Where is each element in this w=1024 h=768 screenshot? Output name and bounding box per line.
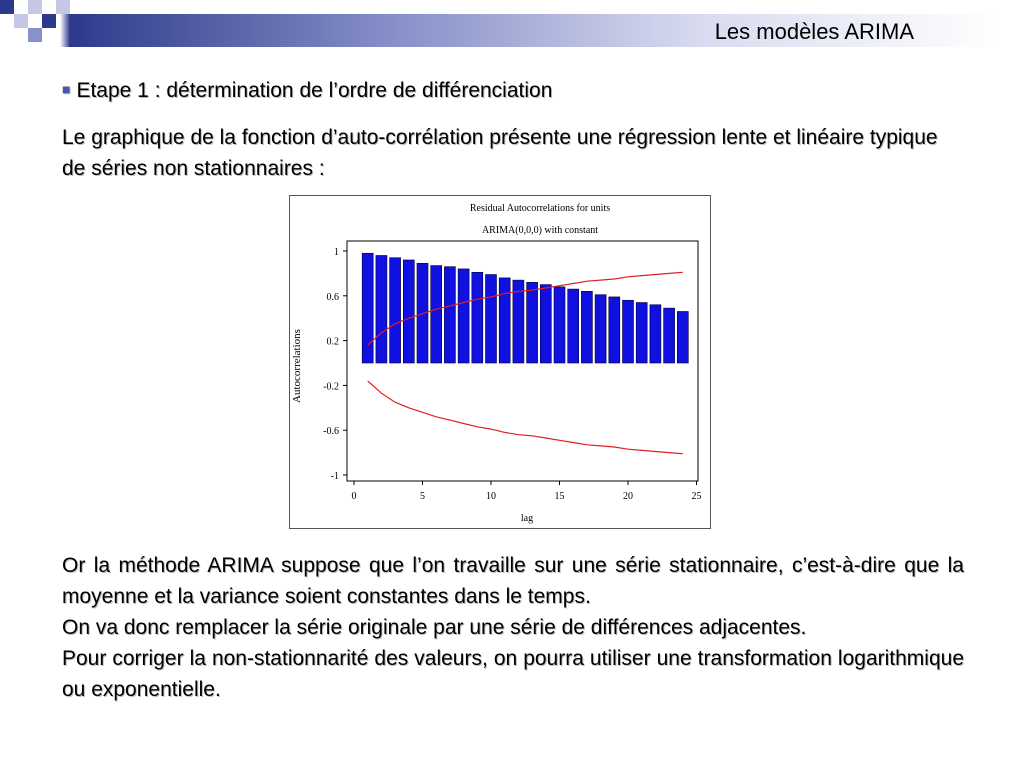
- x-tick-label: 10: [486, 491, 496, 502]
- square-bullet-icon: ■: [62, 81, 71, 97]
- acf-bar: [677, 311, 688, 363]
- conclusion-line-1: Or la méthode ARIMA suppose que l’on travaille sur une série stationnaire, c’est-à-dire que la moyenne et la variance soient constantes dans le temps.: [62, 554, 964, 608]
- autocorrelation-chart: [289, 195, 711, 529]
- acf-bar: [650, 305, 661, 363]
- intro-paragraph: Le graphique de la fonction d’auto-corrélation présente une régression lente et linéaire typique de séries non stationnaires :: [62, 126, 938, 180]
- y-tick-label: -1: [330, 471, 339, 482]
- acf-bar: [540, 285, 551, 363]
- x-tick-label: 20: [623, 491, 633, 502]
- acf-bar: [664, 308, 675, 363]
- upper-limit-line: [368, 272, 683, 345]
- page-title: Les modèles ARIMA: [714, 19, 914, 44]
- acf-bar: [376, 255, 387, 363]
- x-tick-label: 15: [554, 491, 565, 502]
- step-heading: [62, 78, 552, 105]
- x-tick-label: 0: [351, 491, 357, 502]
- step-heading-text: Etape 1 : détermination de l’ordre de différenciation: [76, 79, 553, 102]
- acf-bar: [390, 258, 401, 363]
- chart-subtitle: ARIMA(0,0,0) with constant: [481, 225, 599, 236]
- decor-square-icon: [42, 14, 56, 28]
- decor-square-icon: [28, 28, 42, 42]
- chart-xlabel: lag: [520, 513, 534, 524]
- acf-bar: [362, 253, 373, 363]
- decor-square-icon: [14, 14, 28, 28]
- acf-bar: [486, 275, 497, 363]
- acf-bar: [581, 291, 592, 363]
- chart-title: Residual Autocorrelations for units: [469, 203, 611, 214]
- conclusion-text: [62, 550, 964, 705]
- y-tick-label: -0.6: [323, 426, 339, 438]
- acf-bar: [554, 287, 565, 363]
- acf-bar: [472, 272, 483, 363]
- acf-bar: [444, 267, 455, 363]
- decor-square-icon: [56, 0, 70, 14]
- chart-ylabel: Autocorrelations: [291, 329, 303, 403]
- acf-bar: [623, 300, 634, 363]
- acf-bar: [499, 278, 510, 363]
- acf-bar: [568, 289, 579, 363]
- acf-bar: [527, 282, 538, 363]
- acf-bar: [458, 269, 469, 363]
- header-bar: [0, 0, 1024, 62]
- y-tick-label: 0.6: [326, 291, 339, 303]
- x-tick-label: 25: [691, 491, 702, 502]
- x-tick-label: 5: [420, 491, 425, 502]
- acf-bar: [595, 295, 606, 363]
- chart-svg: [290, 196, 710, 528]
- decor-square-icon: [0, 0, 14, 14]
- decor-square-icon: [28, 0, 42, 14]
- acf-bar: [403, 260, 414, 363]
- conclusion-line-2: On va donc remplacer la série originale par une série de différences adjacentes.: [62, 616, 807, 639]
- acf-bar: [636, 303, 647, 363]
- conclusion-line-3: Pour corriger la non-stationnarité des valeurs, on pourra utiliser une transformation logarithmique ou exponentielle.: [62, 647, 964, 701]
- y-tick-label: 0.2: [326, 336, 339, 348]
- acf-bar: [431, 266, 442, 363]
- y-tick-label: -0.2: [323, 381, 339, 393]
- lower-limit-line: [368, 381, 683, 454]
- acf-bar: [609, 297, 620, 363]
- y-tick-label: 1: [334, 247, 339, 258]
